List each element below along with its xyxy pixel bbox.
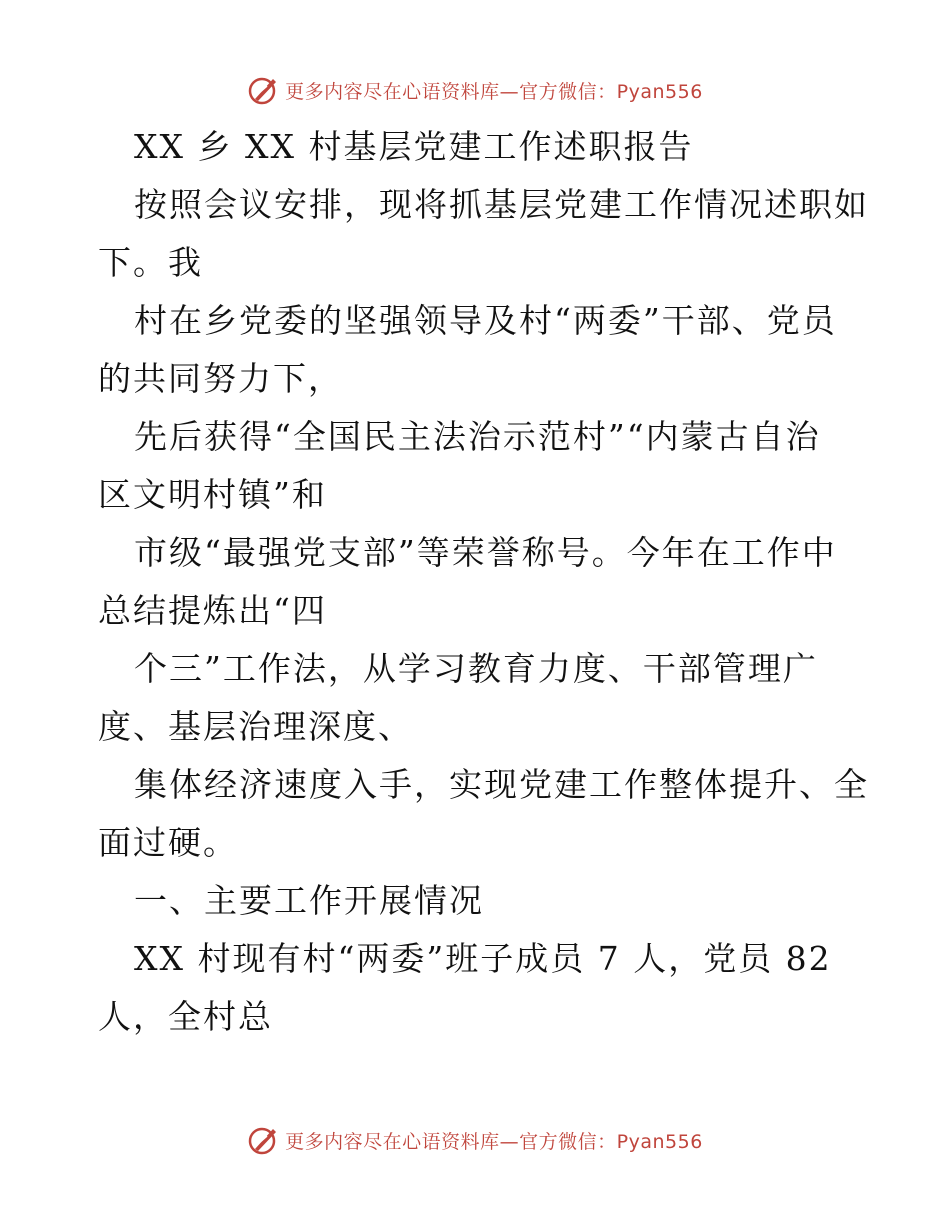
paragraph-line: 先后获得“全国民主法治示范村”“内蒙古自治 [134,417,821,456]
paragraph-line: 总结提炼出“四 [98,591,327,630]
watermark-header [0,70,950,110]
document-body [98,118,869,1046]
paragraph-line: 度、基层治理深度、 [98,707,413,746]
quill-logo-icon [247,1123,281,1157]
paragraph-line: 按照会议安排，现将抓基层党建工作情况述职如 [134,185,869,224]
paragraph-line: 区文明村镇”和 [98,475,327,514]
paragraph-line: 村在乡党委的坚强领导及村“两委”干部、党员 [134,301,837,340]
paragraph-line: 市级“最强党支部”等荣誉称号。今年在工作中 [134,533,837,572]
document-title: XX 乡 XX 村基层党建工作述职报告 [134,127,694,166]
paragraph-line: 的共同努力下， [98,359,343,398]
paragraph-line: 集体经济速度入手，实现党建工作整体提升、全 [134,765,869,804]
paragraph-line: XX 村现有村“两委”班子成员 7 人，党员 82 [134,939,832,978]
paragraph-line: 下。我 [98,243,203,282]
watermark-text: 更多内容尽在心语资料库—官方微信：Pyan556 [285,80,703,103]
watermark-text: 更多内容尽在心语资料库—官方微信：Pyan556 [285,1130,703,1153]
watermark-footer [0,1120,950,1160]
quill-logo-icon [247,73,281,107]
section-heading: 一、主要工作开展情况 [134,881,484,920]
paragraph-line: 面过硬。 [98,823,238,862]
paragraph-line: 个三”工作法，从学习教育力度、干部管理广 [134,649,818,688]
paragraph-line: 人，全村总 [98,997,273,1036]
